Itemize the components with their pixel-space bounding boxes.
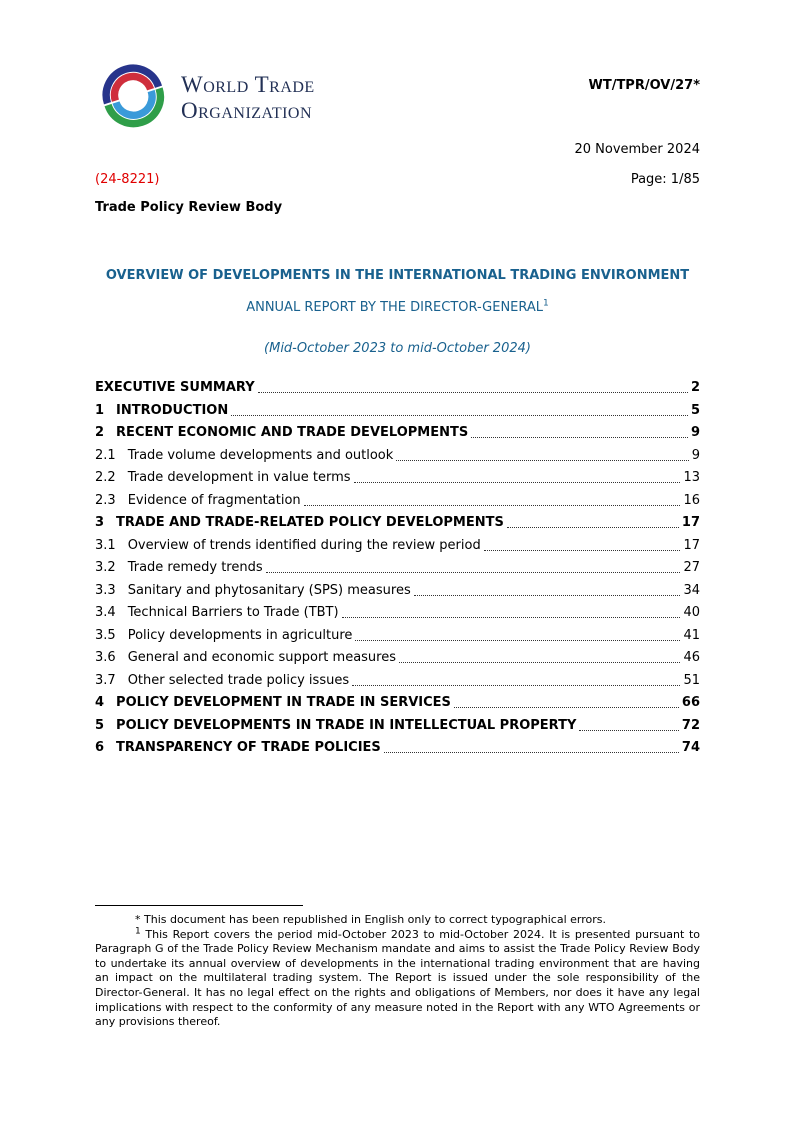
toc-item-number: 5 xyxy=(95,717,105,733)
toc-row[interactable] xyxy=(95,448,700,464)
document-header xyxy=(95,58,700,132)
toc-item-page: 66 xyxy=(681,695,700,710)
toc-item-page: 34 xyxy=(683,582,700,598)
footnote-ref-1: 1 xyxy=(543,298,549,309)
report-period: (Mid-October 2023 to mid-October 2024) xyxy=(264,341,531,356)
wto-logo xyxy=(95,58,315,132)
toc-item-number: 3.5 xyxy=(95,627,116,643)
footnote-1 xyxy=(95,925,700,1030)
toc-row[interactable] xyxy=(95,425,700,441)
toc-leader-dots xyxy=(384,752,679,753)
toc-item-label: Sanitary and phytosanitary (SPS) measures xyxy=(127,582,411,598)
footnote-star-text: This document has been republished in English only to correct typographical errors. xyxy=(144,913,606,926)
footnote-1-ref: 1 xyxy=(135,925,141,936)
toc-item-page: 27 xyxy=(683,560,700,575)
toc-row[interactable] xyxy=(95,740,700,756)
toc-row[interactable] xyxy=(95,650,700,666)
toc-item-label: Trade remedy trends xyxy=(127,560,263,575)
report-title: OVERVIEW OF DEVELOPMENTS IN THE INTERNATIONAL TRADING ENVIRONMENT xyxy=(105,268,690,283)
toc-row[interactable] xyxy=(95,560,700,576)
toc-row[interactable] xyxy=(95,718,700,734)
toc-row[interactable] xyxy=(95,403,700,419)
toc-item-number: 3.6 xyxy=(95,650,116,665)
toc-item-page: 72 xyxy=(681,717,700,733)
toc-leader-dots xyxy=(484,550,681,551)
toc-leader-dots xyxy=(231,415,688,416)
toc-leader-dots xyxy=(304,505,681,506)
document-symbol: WT/TPR/OV/27* xyxy=(588,78,700,93)
footnote-star-ref: * xyxy=(135,913,141,926)
toc-item-page: 74 xyxy=(681,740,700,755)
toc-item-page: 16 xyxy=(683,492,700,508)
document-number: (24-8221) xyxy=(95,172,160,187)
toc-leader-dots xyxy=(399,662,680,663)
toc-item-number: 4 xyxy=(95,695,105,710)
toc-leader-dots xyxy=(258,392,688,393)
toc-item-page: 2 xyxy=(690,380,700,395)
toc-item-number: 3.3 xyxy=(95,582,116,598)
toc-item-label: Trade development in value terms xyxy=(127,470,351,485)
toc-item-number: 3.1 xyxy=(95,537,116,553)
toc-item-number: 6 xyxy=(95,740,105,755)
toc-item-page: 41 xyxy=(683,627,700,643)
toc-row[interactable] xyxy=(95,470,700,486)
toc-item-label: POLICY DEVELOPMENTS IN TRADE IN INTELLECTUAL PROPERTY xyxy=(116,717,577,733)
toc-item-page: 17 xyxy=(681,515,700,530)
toc-item-number: 1 xyxy=(95,402,105,418)
toc-leader-dots xyxy=(266,572,681,573)
toc-row[interactable] xyxy=(95,695,700,711)
toc-leader-dots xyxy=(396,460,688,461)
toc-item-label: TRANSPARENCY OF TRADE POLICIES xyxy=(116,740,381,755)
table-of-contents xyxy=(95,380,700,756)
toc-item-number: 3.4 xyxy=(95,605,116,620)
toc-leader-dots xyxy=(507,527,679,528)
toc-item-page: 46 xyxy=(683,650,700,665)
toc-item-number: 2 xyxy=(95,425,105,440)
toc-row[interactable] xyxy=(95,538,700,554)
toc-leader-dots xyxy=(471,437,688,438)
footnote-1-text: This Report covers the period mid-October 2023 to mid-October 2024. It is presented pursuant to Paragraph G of the Trade Policy Review Mechanism mandate and aims to assist the Trade Policy Review Body to undertake its annual overview of developments in the international trading environment that are having an impact on the multilateral trading system. The Report is issued under the sole responsibility of the Director-General. It has no legal effect on the rights and obligations of Members, nor does it have any legal implications with respect to the conformity of any measure noted in the Report with any WTO Agreements or any provisions thereof. xyxy=(95,927,700,1029)
toc-item-page: 17 xyxy=(683,537,700,553)
toc-leader-dots xyxy=(342,617,681,618)
wto-logo-icon xyxy=(95,58,171,132)
toc-item-number: 3.2 xyxy=(95,560,116,575)
logo-wordmark-line1: World Trade xyxy=(181,72,315,97)
toc-item-number: 2.1 xyxy=(95,447,116,463)
toc-item-page: 51 xyxy=(683,672,700,688)
footnote-area xyxy=(95,905,700,1030)
toc-item-page: 40 xyxy=(683,605,700,620)
toc-item-label: INTRODUCTION xyxy=(116,402,229,418)
toc-item-number: 3 xyxy=(95,515,105,530)
footnote-star xyxy=(95,913,700,928)
toc-row[interactable] xyxy=(95,515,700,531)
committee-name: Trade Policy Review Body xyxy=(95,200,283,215)
report-subtitle-text: ANNUAL REPORT BY THE DIRECTOR-GENERAL xyxy=(246,300,544,315)
reference-line xyxy=(95,172,700,187)
toc-item-label: Technical Barriers to Trade (TBT) xyxy=(127,605,339,620)
toc-item-label: Overview of trends identified during the review period xyxy=(127,537,481,553)
toc-leader-dots xyxy=(579,730,679,731)
toc-item-page: 9 xyxy=(690,425,700,440)
toc-item-label: General and economic support measures xyxy=(127,650,397,665)
toc-leader-dots xyxy=(355,640,680,641)
toc-item-label: Evidence of fragmentation xyxy=(127,492,301,508)
toc-item-label: EXECUTIVE SUMMARY xyxy=(95,380,255,395)
footnote-separator xyxy=(95,905,303,906)
toc-leader-dots xyxy=(454,707,679,708)
toc-leader-dots xyxy=(414,595,681,596)
toc-leader-dots xyxy=(352,685,680,686)
toc-row[interactable] xyxy=(95,493,700,509)
toc-item-label: Other selected trade policy issues xyxy=(127,672,350,688)
toc-leader-dots xyxy=(354,482,681,483)
logo-wordmark xyxy=(181,72,315,124)
toc-item-number: 2.2 xyxy=(95,470,116,485)
toc-item-number: 2.3 xyxy=(95,492,116,508)
toc-row[interactable] xyxy=(95,628,700,644)
report-subtitle xyxy=(95,300,700,315)
toc-row[interactable] xyxy=(95,605,700,621)
document-date: 20 November 2024 xyxy=(574,142,700,157)
toc-item-label: TRADE AND TRADE-RELATED POLICY DEVELOPMENTS xyxy=(116,515,504,530)
toc-row[interactable] xyxy=(95,380,700,396)
toc-item-page: 5 xyxy=(690,402,700,418)
toc-item-number: 3.7 xyxy=(95,672,116,688)
toc-item-label: POLICY DEVELOPMENT IN TRADE IN SERVICES xyxy=(116,695,451,710)
title-block xyxy=(95,268,700,356)
toc-item-page: 9 xyxy=(691,447,700,463)
toc-item-label: Policy developments in agriculture xyxy=(127,627,353,643)
toc-item-page: 13 xyxy=(683,470,700,485)
toc-item-label: RECENT ECONOMIC AND TRADE DEVELOPMENTS xyxy=(116,425,469,440)
toc-item-label: Trade volume developments and outlook xyxy=(127,447,394,463)
page-indicator: Page: 1/85 xyxy=(630,172,700,187)
logo-wordmark-line2: Organization xyxy=(181,97,313,123)
toc-row[interactable] xyxy=(95,673,700,689)
toc-row[interactable] xyxy=(95,583,700,599)
